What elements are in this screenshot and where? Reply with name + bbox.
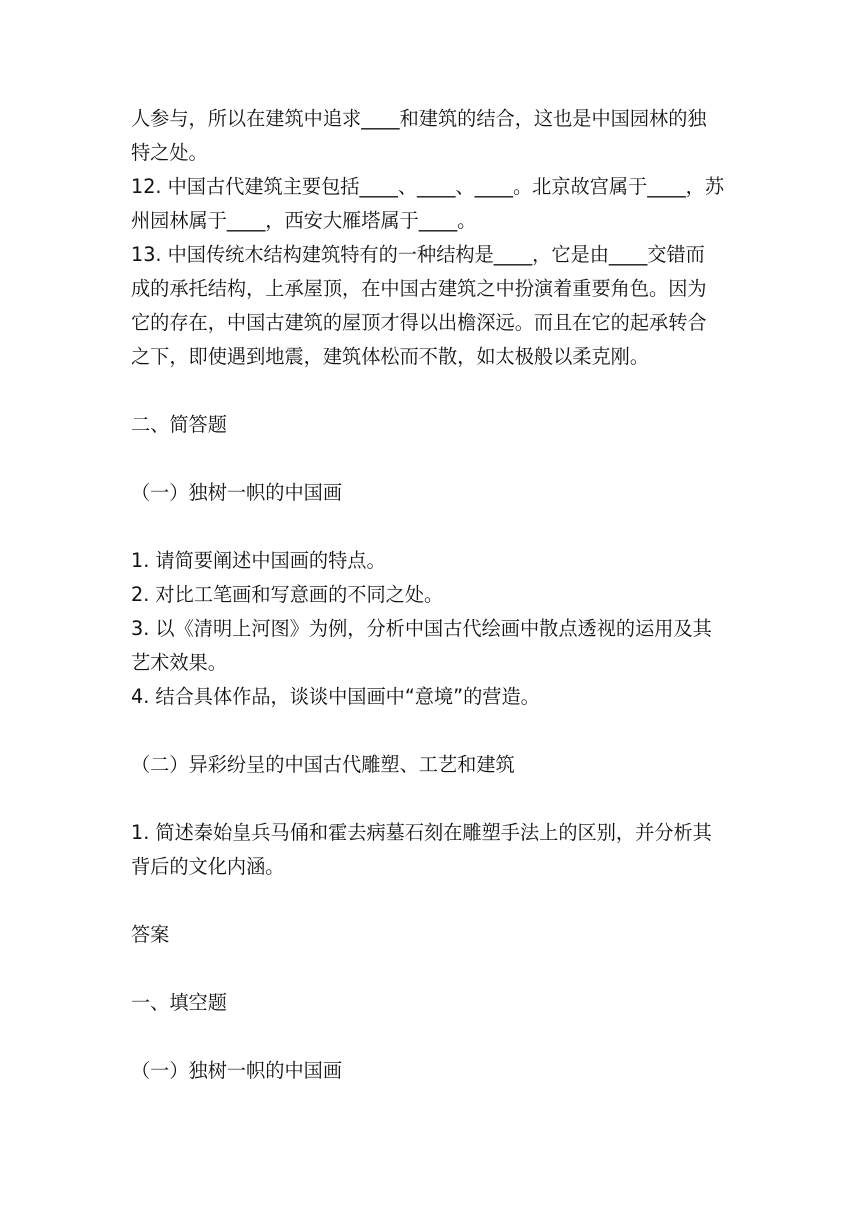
blank-line (131, 1020, 737, 1054)
question-12-line: 12. 中国古代建筑主要包括____、____、____。北京故宫属于____，苏 (131, 175, 725, 198)
blank-line (131, 884, 737, 918)
sculpture-question-1: 1. 简述秦始皇兵马俑和霍去病墓石刻在雕塑手法上的区别，并分析其 (131, 821, 712, 844)
text-line: 背后的文化内涵。 (131, 855, 285, 878)
text-line: 人参与，所以在建筑中追求____和建筑的结合，这也是中国园林的独 (131, 107, 707, 130)
subsection-heading-sculpture-crafts-architecture: （二）异彩纷呈的中国古代雕塑、工艺和建筑 (131, 753, 515, 776)
text-line: 成的承托结构，上承屋顶，在中国古建筑之中扮演着重要角色。因为 (131, 277, 707, 300)
blank-line (131, 782, 737, 816)
text-line: 之下，即使遇到地震，建筑体松而不散，如太极般以柔克刚。 (131, 345, 650, 368)
short-answer-question-3: 3. 以《清明上河图》为例，分析中国古代绘画中散点透视的运用及其 (131, 617, 712, 640)
text-line: 特之处。 (131, 141, 208, 164)
text-line: 州园林属于____，西安大雁塔属于____。 (131, 209, 477, 232)
document-page (131, 102, 737, 1088)
subsection-heading-chinese-painting-answers: （一）独树一帜的中国画 (131, 1059, 343, 1082)
blank-line (131, 952, 737, 986)
blank-line (131, 714, 737, 748)
blank-line (131, 442, 737, 476)
subsection-heading-chinese-painting: （一）独树一帜的中国画 (131, 481, 343, 504)
short-answer-question-4: 4. 结合具体作品，谈谈中国画中“意境”的营造。 (131, 685, 540, 708)
text-line: 艺术效果。 (131, 651, 227, 674)
blank-line (131, 510, 737, 544)
section-heading-fill-in-blank: 一、填空题 (131, 991, 227, 1014)
text-line: 它的存在，中国古建筑的屋顶才得以出檐深远。而且在它的起承转合 (131, 311, 707, 334)
section-heading-short-answer: 二、简答题 (131, 413, 227, 436)
answers-heading: 答案 (131, 923, 170, 946)
blank-line (131, 374, 737, 408)
short-answer-question-1: 1. 请简要阐述中国画的特点。 (131, 549, 386, 572)
short-answer-question-2: 2. 对比工笔画和写意画的不同之处。 (131, 583, 444, 606)
question-13-line: 13. 中国传统木结构建筑特有的一种结构是____，它是由____交错而 (131, 243, 705, 266)
